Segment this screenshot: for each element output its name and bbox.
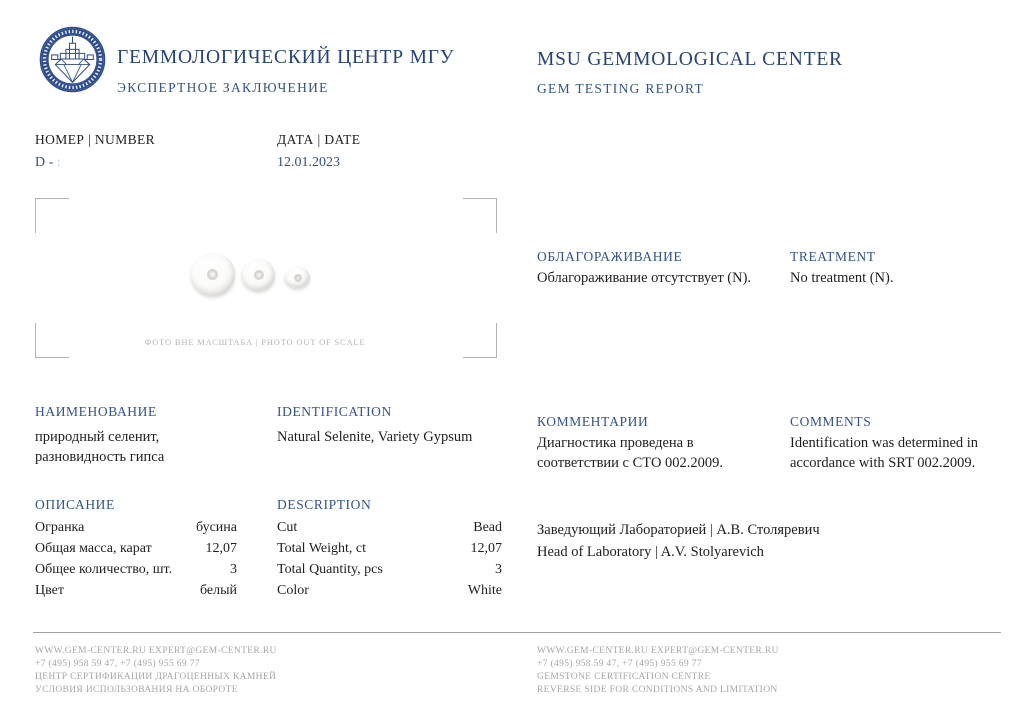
footer-line: WWW.GEM-CENTER.RU EXPERT@GEM-CENTER.RU — [35, 646, 277, 656]
treatment-text-ru: Облагораживание отсутствует (N). — [537, 270, 752, 286]
date-label: ДАТА | DATE — [277, 132, 361, 147]
comments-header-en: COMMENTS — [790, 414, 872, 429]
report-number-value: D - : — [35, 155, 61, 170]
footer-line: GEMSTONE CERTIFICATION CENTRE — [537, 671, 711, 682]
table-row: Общая масса, карат 12,07 — [35, 541, 237, 556]
signature-line-ru: Заведующий Лабораторией | А.В. Столяревич — [537, 522, 820, 538]
photo-corner-mark — [35, 198, 69, 233]
footer-right — [537, 645, 779, 697]
footer-line: WWW.GEM-CENTER.RU EXPERT@GEM-CENTER.RU — [537, 646, 779, 656]
org-title-ru: ГЕММОЛОГИЧЕСКИЙ ЦЕНТР МГУ — [117, 47, 455, 68]
selenite-bead-medium — [242, 259, 275, 291]
identification-header-ru: НАИМЕНОВАНИЕ — [35, 404, 157, 419]
footer-line: ЦЕНТР СЕРТИФИКАЦИИ ДРАГОЦЕННЫХ КАМНЕЙ — [35, 671, 277, 682]
identification-text-ru: природный селенит, разновидность гипса — [35, 429, 165, 465]
description-header-ru: ОПИСАНИЕ — [35, 497, 115, 512]
description-table-ru — [35, 520, 237, 604]
identification-text-en: Natural Selenite, Variety Gypsum — [277, 429, 473, 445]
description-header-en: DESCRIPTION — [277, 497, 372, 512]
treatment-header-en: TREATMENT — [790, 249, 876, 264]
org-title-en: MSU GEMMOLOGICAL CENTER — [537, 49, 843, 70]
number-label: НОМЕР | NUMBER — [35, 132, 156, 147]
signature-line-en: Head of Laboratory | A.V. Stolyarevich — [537, 544, 764, 560]
footer-line: +7 (495) 958 59 47, +7 (495) 955 69 77 — [35, 658, 200, 669]
footer-left — [35, 645, 277, 697]
specimen-photo-area — [35, 198, 497, 358]
report-date-value: 12.01.2023 — [277, 155, 340, 170]
identification-header-en: IDENTIFICATION — [277, 404, 392, 419]
msu-seal-logo-icon — [39, 26, 106, 93]
report-type-ru: ЭКСПЕРТНОЕ ЗАКЛЮЧЕНИЕ — [117, 80, 329, 95]
treatment-header-ru: ОБЛАГОРАЖИВАНИЕ — [537, 249, 683, 264]
footer-line: +7 (495) 958 59 47, +7 (495) 955 69 77 — [537, 658, 702, 669]
footer-line: УСЛОВИЯ ИСПОЛЬЗОВАНИЯ НА ОБОРОТЕ — [35, 684, 238, 695]
selenite-bead-small — [285, 267, 310, 288]
report-type-en: GEM TESTING REPORT — [537, 81, 705, 96]
photo-corner-mark — [463, 198, 497, 233]
selenite-bead-large — [191, 253, 235, 296]
table-row: Огранка бусина — [35, 520, 237, 535]
photo-scale-caption: ФОТО ВНЕ МАСШТАБА | PHOTO OUT OF SCALE — [144, 337, 366, 347]
redacted-number-fragment: : — [56, 155, 61, 170]
footer-divider — [33, 632, 1001, 633]
comments-text-en: Identification was determined in accordance with SRT 002.2009. — [790, 435, 979, 471]
table-row: Total Weight, ct 12,07 — [277, 541, 502, 556]
table-row: Total Quantity, pcs 3 — [277, 562, 502, 577]
table-row: Цвет белый — [35, 583, 237, 598]
comments-header-ru: КОММЕНТАРИИ — [537, 414, 649, 429]
comments-text-ru: Диагностика проведена в соответствии с СТО 002.2009. — [537, 435, 724, 471]
table-row: Color White — [277, 583, 502, 598]
footer-line: REVERSE SIDE FOR CONDITIONS AND LIMITATION — [537, 684, 778, 695]
table-row: Общее количество, шт. 3 — [35, 562, 237, 577]
treatment-text-en: No treatment (N). — [790, 270, 894, 286]
table-row: Cut Bead — [277, 520, 502, 535]
description-table-en — [277, 520, 502, 604]
